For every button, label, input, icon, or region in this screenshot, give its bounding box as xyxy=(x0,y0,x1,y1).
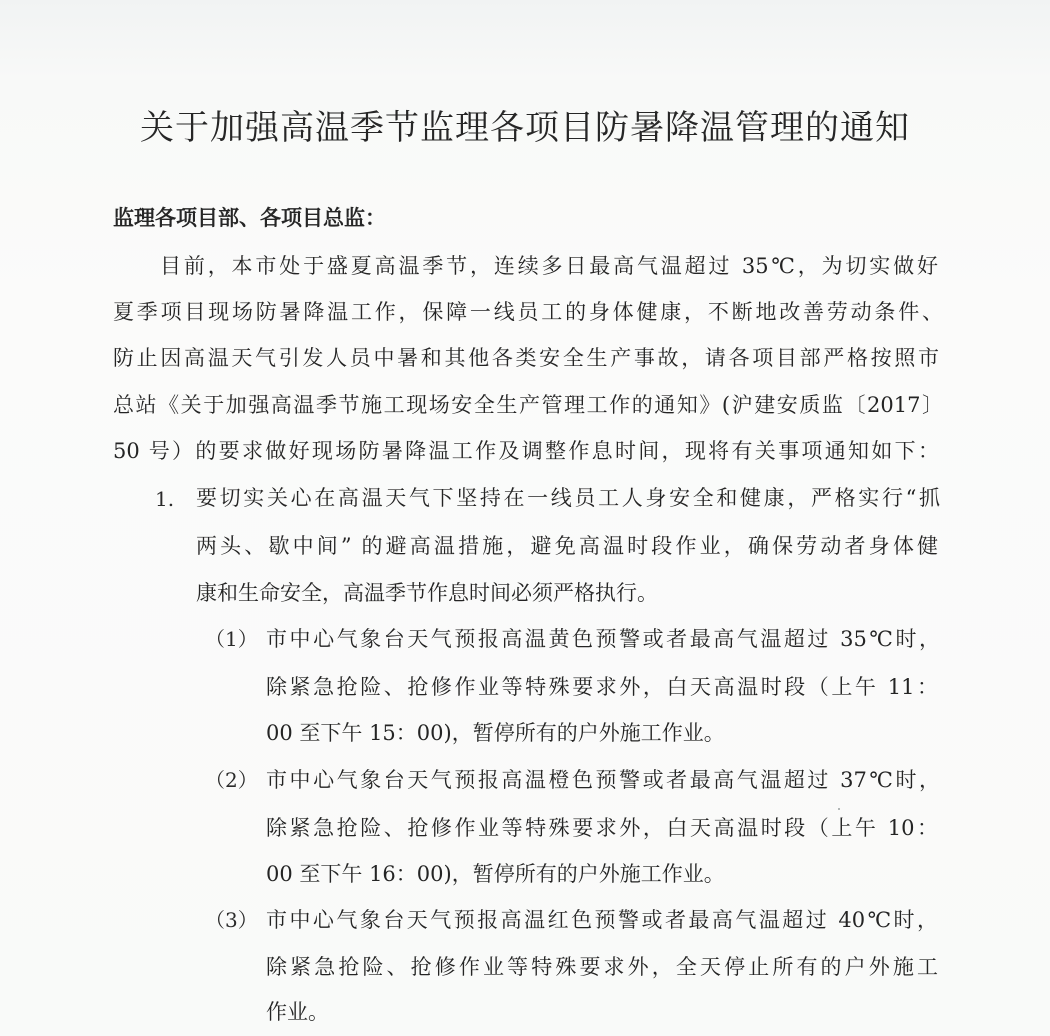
subitem-line: 市中心气象台天气预报高温黄色预警或者最高气温超过 35℃时， xyxy=(266,627,940,651)
intro-line: 50 号）的要求做好现场防暑降温工作及调整作息时间，现将有关事项通知如下： xyxy=(113,439,939,463)
item-number: 1. xyxy=(155,487,175,511)
subitem-number: （3） xyxy=(205,908,258,932)
subitem-line: 除紧急抢险、抢修作业等特殊要求外，白天高温时段（上午 11： xyxy=(266,675,938,699)
subitem-line: 除紧急抢险、抢修作业等特殊要求外，白天高温时段（上午 10： xyxy=(266,816,938,840)
salutation: 监理各项目部、各项目总监： xyxy=(113,206,386,230)
notice-title: 关于加强高温季节监理各项目防暑降温管理的通知 xyxy=(140,108,910,148)
intro-line: 目前，本市处于盛夏高温季节，连续多日最高气温超过 35℃，为切实做好 xyxy=(160,254,938,278)
subitem-line: 作业。 xyxy=(266,1000,329,1024)
subitem-line: 市中心气象台天气预报高温橙色预警或者最高气温超过 37℃时， xyxy=(266,768,940,792)
subitem-number: （2） xyxy=(205,768,258,792)
subitem-line: 市中心气象台天气预报高温红色预警或者最高气温超过 40℃时， xyxy=(266,908,938,932)
intro-line: 总站《关于加强高温季节施工现场安全生产管理工作的通知》(沪建安质监〔2017〕 xyxy=(113,393,943,417)
item-line: 康和生命安全，高温季节作息时间必须严格执行。 xyxy=(196,581,658,605)
item-line: 要切实关心在高温天气下坚持在一线员工人身安全和健康，严格实行“抓 xyxy=(196,486,940,510)
subitem-line: 00 至下午 15：00)，暂停所有的户外施工作业。 xyxy=(266,721,725,745)
intro-line: 夏季项目现场防暑降温工作，保障一线员工的身体健康，不断地改善劳动条件、 xyxy=(113,300,943,324)
subitem-line: 00 至下午 16：00)，暂停所有的户外施工作业。 xyxy=(266,862,725,886)
intro-line: 防止因高温天气引发人员中暑和其他各类安全生产事故，请各项目部严格按照市 xyxy=(113,346,939,370)
scan-speck xyxy=(838,808,840,810)
subitem-line: 除紧急抢险、抢修作业等特殊要求外，全天停止所有的户外施工 xyxy=(266,955,938,979)
subitem-number: （1） xyxy=(205,627,258,651)
item-line: 两头、歇中间” 的避高温措施，避免高温时段作业，确保劳动者身体健 xyxy=(196,534,938,558)
